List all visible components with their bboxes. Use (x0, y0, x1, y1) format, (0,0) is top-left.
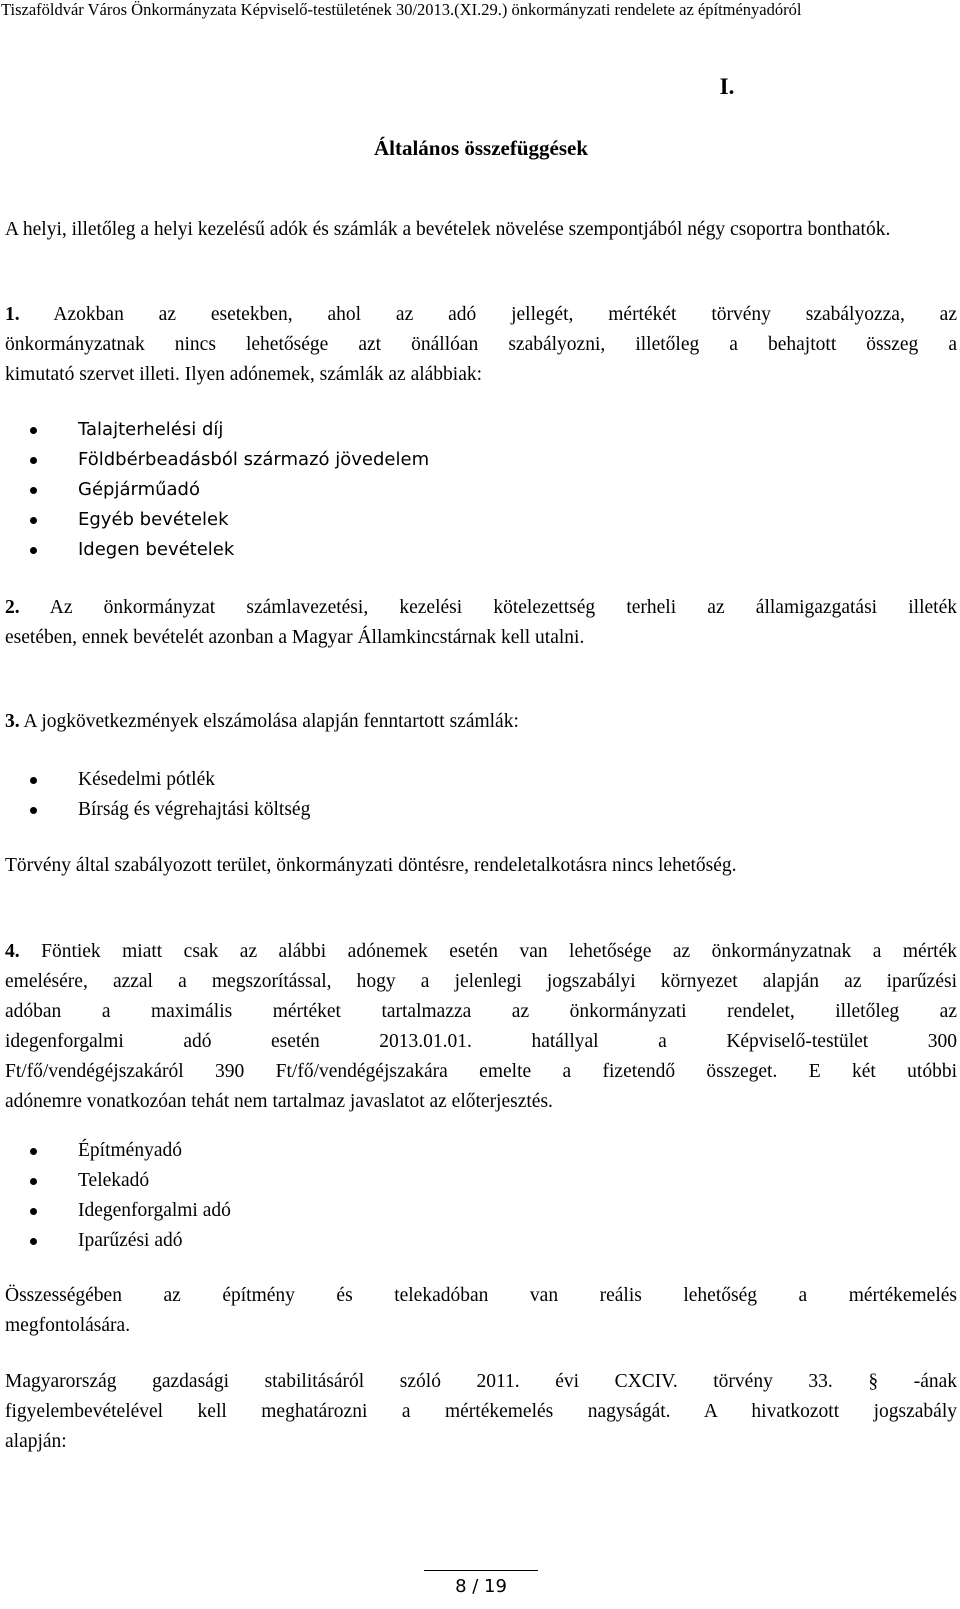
list-item: Egyéb bevételek (5, 505, 957, 535)
item-3-text: A jogkövetkezmények elszámolása alapján fenntartott számlák: (23, 711, 519, 732)
closing-line2: figyelembevételével kell meghatározni a mértékemelés nagyságát. A hivatkozott jogszabály (5, 1401, 957, 1422)
item-3-paragraph (5, 707, 957, 737)
summary-paragraph (5, 1281, 957, 1341)
item-1-line1: Azokban az esetekben, ahol az adó jellegét, mértékét törvény szabályozza, az (53, 304, 957, 325)
intro-paragraph: A helyi, illetőleg a helyi kezelésű adók és számlák a bevételek növelése szempontjából négy csoportra bonthatók. (5, 219, 891, 240)
summary-line1: Összességében az építmény és telekadóban van reális lehetőség a mértékemelés (5, 1285, 957, 1306)
item-1-paragraph (5, 300, 957, 390)
footer-divider (424, 1570, 538, 1571)
bullet-icon (30, 457, 37, 464)
item-1-line2: önkormányzatnak nincs lehetősége azt önállóan szabályozni, illetőleg a behajtott összeg a (5, 334, 957, 355)
list-item: Földbérbeadásból származó jövedelem (5, 445, 957, 475)
bullet-icon (30, 427, 37, 434)
item-1-number: 1. (5, 304, 20, 325)
item-2-line2: esetében, ennek bevételét azonban a Magyar Államkincstárnak kell utalni. (5, 627, 585, 648)
item-2-number: 2. (5, 597, 20, 618)
item-4-line3: adóban a maximális mértéket tartalmazza az önkormányzati rendelet, illetőleg az (5, 1001, 957, 1022)
item-4-line6: adónemre vonatkozóan tehát nem tartalmaz javaslatot az előterjesztés. (5, 1091, 553, 1112)
law-note: Törvény által szabályozott terület, önkormányzati döntésre, rendeletalkotásra nincs lehetőség. (5, 855, 737, 876)
item-4-line5: Ft/fő/vendégéjszakáról 390 Ft/fő/vendégéjszakára emelte a fizetendő összeget. E két utóbbi (5, 1061, 957, 1082)
bullet-icon (30, 517, 37, 524)
bullet-icon (30, 777, 37, 784)
chapter-number: I. (719, 74, 735, 99)
list-item: Gépjárműadó (5, 475, 957, 505)
item-4-paragraph (5, 937, 957, 1117)
list-item: Építményadó (5, 1136, 957, 1166)
item-3-number: 3. (5, 711, 20, 732)
item-4-bullet-list (5, 1136, 957, 1256)
closing-line3: alapján: (5, 1431, 67, 1452)
item-3-bullet-list (5, 765, 957, 825)
closing-paragraph (5, 1367, 957, 1457)
bullet-icon (30, 487, 37, 494)
bullet-icon (30, 547, 37, 554)
bullet-icon (30, 1208, 37, 1215)
item-4-number: 4. (5, 941, 20, 962)
list-item: Idegenforgalmi adó (5, 1196, 957, 1226)
list-item: Talajterhelési díj (5, 415, 957, 445)
item-4-line2: emelésére, azzal a megszorítással, hogy a jelenlegi jogszabályi környezet alapján az iparűzési (5, 971, 957, 992)
document-header: Tiszaföldvár Város Önkormányzata Képviselő-testületének 30/2013.(XI.29.) önkormányzati rendelete az építményadóról (1, 0, 802, 19)
list-item: Bírság és végrehajtási költség (5, 795, 957, 825)
page-number: 8 / 19 (455, 1576, 507, 1597)
item-4-line4: idegenforgalmi adó esetén 2013.01.01. hatállyal a Képviselő-testület 300 (5, 1031, 957, 1052)
section-title: Általános összefüggések (373, 136, 589, 160)
bullet-icon (30, 1238, 37, 1245)
list-item: Telekadó (5, 1166, 957, 1196)
bullet-icon (30, 807, 37, 814)
bullet-icon (30, 1178, 37, 1185)
item-2-paragraph (5, 593, 957, 653)
closing-line1: Magyarország gazdasági stabilitásáról szóló 2011. évi CXCIV. törvény 33. § -ának (5, 1371, 957, 1392)
item-2-line1: Az önkormányzat számlavezetési, kezelési kötelezettség terheli az államigazgatási illeték (49, 597, 957, 618)
list-item: Iparűzési adó (5, 1226, 957, 1256)
list-item: Késedelmi pótlék (5, 765, 957, 795)
list-item: Idegen bevételek (5, 535, 957, 565)
item-1-line3a: kimutató szervet illeti. (5, 364, 180, 385)
item-4-line1: Föntiek miatt csak az alábbi adónemek esetén van lehetősége az önkormányzatnak a mérték (41, 941, 958, 962)
item-1-bullet-list (5, 415, 957, 565)
bullet-icon (30, 1148, 37, 1155)
item-1-line3b: Ilyen adónemek, számlák az alábbiak: (184, 364, 483, 385)
summary-line2: megfontolására. (5, 1315, 131, 1336)
